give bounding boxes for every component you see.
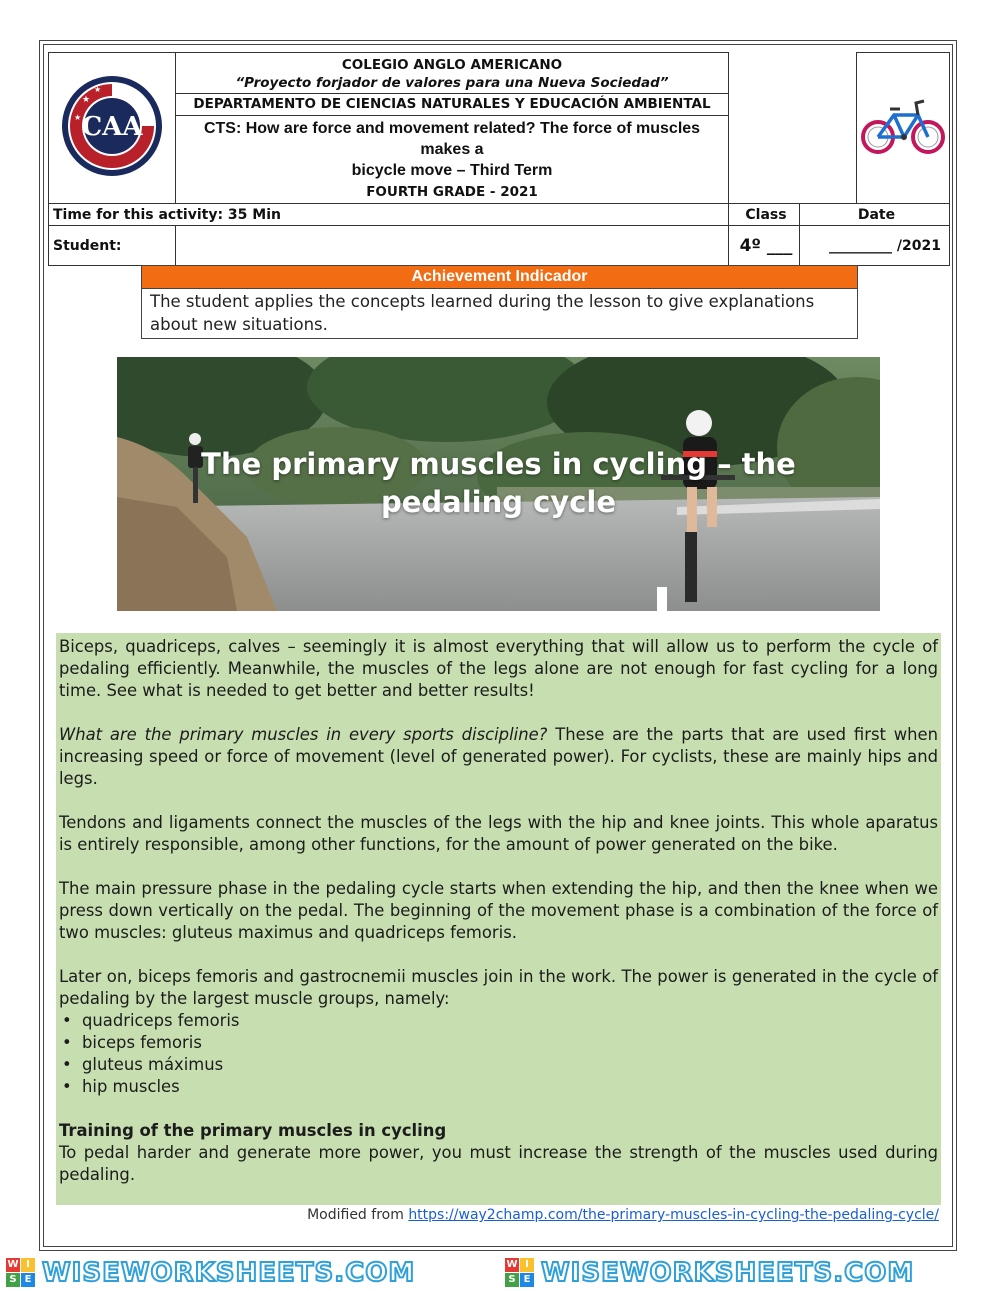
grade-label: FOURTH GRADE - 2021 [366,184,538,200]
date-field[interactable]: _________ /2021 [800,226,950,266]
paragraph-tendons: Tendons and ligaments connect the muscles of the legs with the hip and knee joints. This whole aparatus is entirely responsible, among other functions, for the amount of power generated on the bike. [59,813,938,854]
paragraph-pressure-phase: The main pressure phase in the pedaling cycle starts when extending the hip, and then the knee when we press down vertically on the pedal. The beginning of the movement phase is a combination of the force of two muscles: gluteus maximus and quadriceps femoris. [59,879,938,942]
training-subheading: Training of the primary muscles in cycling [59,1121,447,1140]
svg-text:★: ★ [94,85,102,94]
school-logo [58,72,166,180]
student-label: Student: [49,226,176,266]
department-name: DEPARTAMENTO DE CIENCIAS NATURALES Y EDUCACIÓN AMBIENTAL [176,94,728,116]
muscle-list [59,1010,938,1098]
source-citation: Modified from https://way2champ.com/the-primary-muscles-in-cycling-the-pedaling-cycle/ [307,1207,939,1223]
list-item: • hip muscles [82,1076,938,1098]
paragraph-intro: Biceps, quadriceps, calves – seemingly it is almost everything that will allow us to perform the cycle of pedaling efficiently. Meanwhile, the muscles of the legs alone are not enough for fast cycling for a long time. See what is needed to get better and better results! [59,637,938,700]
wiseworksheets-logo-icon: W I S E [6,1258,36,1288]
header-table [48,52,950,266]
header-center-cell [176,53,729,204]
wiseworksheets-logo-icon: W I S E [505,1258,535,1288]
svg-text:★: ★ [82,95,91,105]
student-name-field[interactable] [176,226,729,266]
cts-title: CTS: How are force and movement related? The force of muscles makes a bicycle move – Third Term [203,120,701,179]
list-item: • biceps femoris [82,1032,938,1054]
bicycle-illustration-cell [857,53,950,204]
watermark-left [6,1258,415,1288]
time-label: Time for this activity: 35 Min [49,204,729,226]
svg-text:CAA: CAA [81,112,143,142]
school-logo-cell [49,53,176,204]
watermark-text: WISEWORKSHEETS.COM [541,1258,915,1288]
achievement-text: The student applies the concepts learned during the lesson to give explanations about new situations. [150,292,815,334]
watermark-text: WISEWORKSHEETS.COM [42,1258,416,1288]
watermark-right [505,1258,914,1288]
source-link[interactable]: https://way2champ.com/the-primary-muscles-in-cycling-the-pedaling-cycle/ [408,1207,939,1223]
svg-text:★: ★ [74,113,82,122]
achievement-title: Achievement Indicador [142,266,857,289]
class-label: Class [729,204,800,226]
watermark-footer [0,1256,1000,1291]
paragraph-muscle-groups: Later on, biceps femoris and gastrocnemii muscles join in the work. The power is generated in the cycle of pedaling by the largest muscle groups, namely: [59,967,938,1008]
school-motto: “Proyecto forjador de valores para una Nueva Sociedad” [176,74,728,94]
paragraph-training: To pedal harder and generate more power, you must increase the strength of the muscles used during pedaling. [59,1143,938,1184]
article-body [56,633,941,1205]
achievement-indicator-box [141,265,858,339]
paragraph-primary-muscles: What are the primary muscles in every sports discipline? These are the parts that are used first when increasing speed or force of movement (level of generated power). For cyclists, these are mainly hips and legs. [59,725,939,788]
bicycle-icon [860,91,946,161]
class-field[interactable]: 4º ___ [729,226,800,266]
list-item: • gluteus máximus [82,1054,938,1076]
cycling-banner-image [117,357,880,611]
banner-title: The primary muscles in cycling – the pedaling cycle [201,447,796,519]
date-label: Date [800,204,950,226]
list-item: • quadriceps femoris [82,1010,938,1032]
school-name: COLEGIO ANGLO AMERICANO [341,57,563,73]
